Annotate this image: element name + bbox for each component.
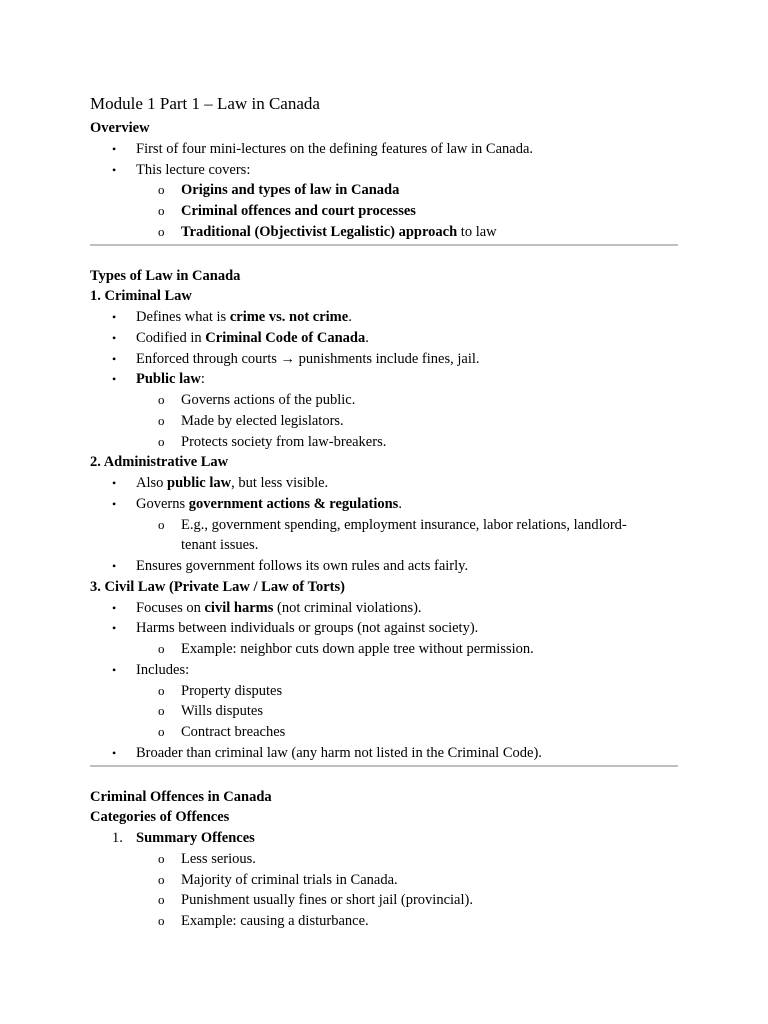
list-item	[90, 160, 678, 243]
sub-list-item	[90, 722, 678, 743]
bullet-icon: •	[112, 559, 117, 573]
list-item-text: Codified in	[136, 329, 206, 346]
list-item-text: Majority of criminal trials in Canada.	[181, 871, 398, 888]
bold-text: Criminal Code of Canada	[205, 329, 366, 346]
list-item-text: Protects society from law-breakers.	[181, 433, 387, 450]
bullet-icon: •	[112, 662, 117, 677]
bullet-icon: •	[112, 745, 117, 760]
list-item-text: E.g., government spending, employment insurance, labor relations, landlord-tenant issues.	[181, 516, 627, 554]
sub-bullet-icon: o	[158, 433, 165, 449]
list-item-text: Punishment usually fines or short jail (provincial).	[181, 892, 473, 909]
document-page	[90, 92, 678, 932]
sub-bullet-icon: o	[158, 182, 165, 198]
sub-list	[136, 849, 678, 932]
sub-list	[136, 639, 678, 660]
list-item-text: This lecture covers:	[136, 161, 251, 178]
sub-bullet-icon: o	[158, 641, 165, 656]
offence-categories-heading: Categories of Offences	[90, 809, 230, 826]
list-item-text: Governs actions of the public.	[181, 392, 356, 408]
sub-bullet-icon: o	[158, 412, 165, 428]
list-item-text: Governs	[136, 495, 189, 512]
bullet-icon: •	[112, 330, 117, 345]
list-item-text: Harms between individuals or groups (not against society).	[136, 620, 479, 637]
list-item-text: Ensures government follows its own rules and acts fairly.	[136, 558, 469, 574]
list-item-text: Example: neighbor cuts down apple tree without permission.	[181, 641, 534, 657]
bold-text: Criminal offences and court processes	[181, 203, 416, 219]
sub-bullet-icon: o	[158, 682, 165, 698]
sub-list-item	[90, 911, 678, 932]
bullet-icon: •	[112, 310, 117, 324]
bullet-icon: •	[112, 621, 117, 636]
bold-text: government actions & regulations	[188, 495, 399, 512]
list-item-text: Focuses on	[136, 599, 205, 616]
sub-list-item	[90, 222, 678, 243]
list-item-text: Property disputes	[181, 682, 283, 699]
bullet-icon: •	[112, 372, 117, 387]
bullet-icon: •	[112, 496, 117, 511]
administrative-law-heading: 2. Administrative Law	[90, 454, 229, 471]
list-item-text: Contract breaches	[181, 724, 286, 740]
sub-bullet-icon: o	[158, 913, 165, 928]
sub-list-item	[90, 849, 678, 870]
list-item-text: Includes:	[136, 661, 190, 678]
sub-bullet-icon: o	[158, 871, 165, 887]
sub-bullet-icon: o	[158, 203, 165, 218]
list-item	[90, 828, 678, 932]
list-item-text: Broader than criminal law (any harm not listed in the Criminal Code).	[136, 744, 542, 761]
list-item-text: First of four mini-lectures on the defining features of law in Canada.	[136, 140, 534, 157]
sub-list-item	[90, 515, 678, 557]
list-item	[90, 349, 678, 370]
sub-list-item	[90, 890, 678, 911]
list-item-text: (not criminal violations).	[273, 599, 422, 616]
sub-list	[136, 180, 678, 242]
list-item-text: Example: causing a disturbance.	[181, 913, 369, 929]
sub-bullet-icon: o	[158, 850, 165, 866]
list-item	[90, 556, 678, 577]
sub-list	[136, 390, 678, 452]
sub-bullet-icon: o	[158, 223, 165, 239]
bold-text: civil harms	[204, 599, 274, 616]
section-divider	[90, 244, 678, 246]
list-item	[90, 598, 678, 619]
sub-list-item	[90, 432, 678, 453]
sub-list-item	[90, 681, 678, 702]
overview-heading: Overview	[90, 120, 150, 136]
page-title: Module 1 Part 1 – Law in Canada	[90, 94, 320, 113]
sub-bullet-icon: o	[158, 892, 165, 908]
bullet-icon: •	[112, 351, 117, 366]
sub-list-item	[90, 201, 678, 222]
bold-text: crime vs. not crime	[229, 309, 349, 325]
criminal-law-list	[90, 307, 678, 452]
sub-list	[136, 681, 678, 743]
offence-categories-list	[90, 828, 678, 932]
list-item-text: to law	[457, 223, 497, 240]
criminal-law-heading: 1. Criminal Law	[90, 288, 192, 305]
bold-text: public law	[167, 475, 232, 491]
list-item	[90, 369, 678, 452]
list-item-text: Wills disputes	[181, 703, 263, 720]
administrative-law-list	[90, 473, 678, 577]
bullet-icon: •	[112, 162, 117, 177]
list-item-text: Enforced through courts → punishments include fines, jail.	[136, 350, 480, 367]
list-item-text: .	[365, 329, 369, 346]
list-item-text: .	[348, 309, 352, 325]
list-item-text: , but less visible.	[231, 475, 329, 491]
list-item-text: Also	[136, 475, 168, 491]
bold-text: Traditional (Objectivist Legalistic) approach	[181, 223, 458, 240]
bold-text: Origins and types of law in Canada	[181, 182, 400, 199]
bold-text: Public law	[136, 371, 201, 388]
list-item-text: Less serious.	[181, 850, 256, 867]
sub-list-item	[90, 639, 678, 660]
list-item	[90, 139, 678, 160]
sub-list-item	[90, 390, 678, 411]
list-number: 1.	[112, 830, 123, 846]
list-item	[90, 494, 678, 556]
bullet-icon: •	[112, 141, 117, 156]
list-item-text: :	[200, 371, 205, 388]
list-item	[90, 473, 678, 494]
list-item-text: Defines what is	[136, 309, 230, 325]
sub-list-item	[90, 701, 678, 722]
sub-list-item	[90, 180, 678, 201]
bullet-icon: •	[112, 600, 117, 615]
sub-list-item	[90, 870, 678, 891]
list-item-text: .	[398, 495, 402, 512]
bullet-icon: •	[112, 476, 117, 490]
list-item	[90, 743, 678, 764]
list-item	[90, 307, 678, 328]
sub-bullet-icon: o	[158, 703, 165, 719]
sub-bullet-icon: o	[158, 724, 165, 739]
list-item	[90, 660, 678, 743]
sub-list-item	[90, 411, 678, 432]
overview-list	[90, 139, 678, 243]
list-item	[90, 618, 678, 660]
offences-heading: Criminal Offences in Canada	[90, 788, 272, 805]
civil-law-heading: 3. Civil Law (Private Law / Law of Torts)	[90, 578, 345, 595]
list-item	[90, 328, 678, 349]
bold-text: Summary Offences	[136, 830, 255, 846]
types-heading: Types of Law in Canada	[90, 267, 241, 284]
list-item-text: Made by elected legislators.	[181, 412, 344, 429]
section-divider	[90, 765, 678, 767]
civil-law-list	[90, 598, 678, 764]
sub-bullet-icon: o	[158, 516, 165, 532]
sub-bullet-icon: o	[158, 392, 165, 407]
sub-list	[136, 515, 678, 557]
